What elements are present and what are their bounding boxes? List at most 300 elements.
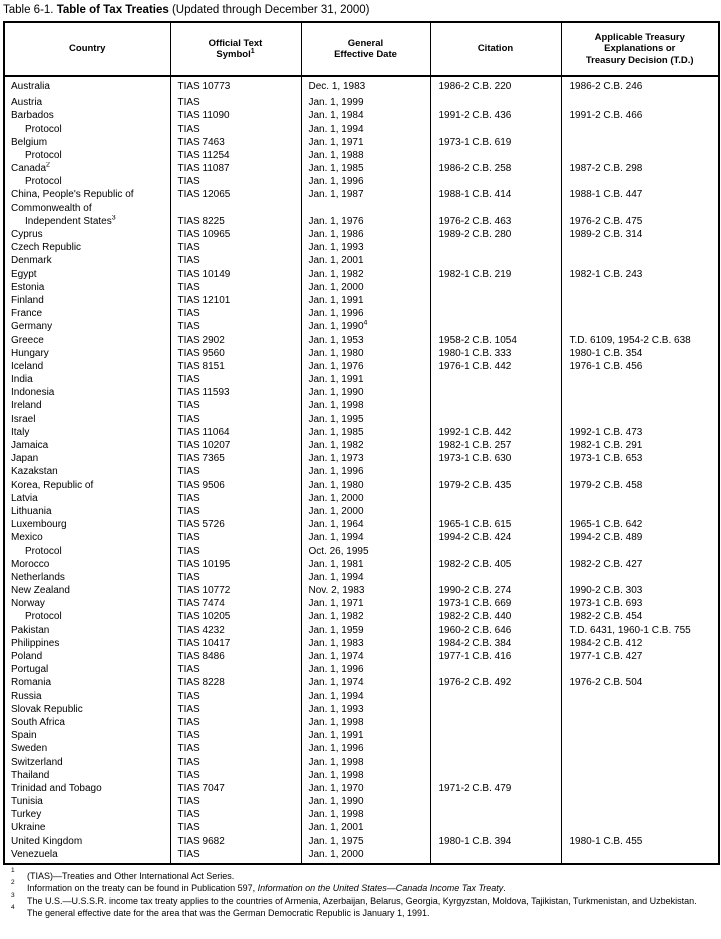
treasury-cell: T.D. 6109, 1954-2 C.B. 638 — [561, 334, 719, 347]
table-row — [4, 439, 719, 452]
date-cell: Jan. 1, 1953 — [301, 334, 430, 347]
title-suffix: (Updated through December 31, 2000) — [168, 4, 370, 16]
date-cell: Dec. 1, 1983 — [301, 76, 430, 96]
date-cell: Jan. 1, 1959 — [301, 624, 430, 637]
symbol-cell: TIAS — [170, 729, 301, 742]
country-cell: Barbados — [11, 110, 54, 122]
table-row — [4, 610, 719, 623]
country-cell: Austria — [11, 97, 43, 109]
country-cell: Germany — [11, 321, 53, 333]
symbol-cell: TIAS — [170, 492, 301, 505]
symbol-cell: TIAS — [170, 413, 301, 426]
citation-cell: 1982-1 C.B. 219 — [430, 268, 561, 281]
date-cell: Jan. 1, 1971 — [301, 136, 430, 149]
table-row — [4, 624, 719, 637]
country-cell: United Kingdom — [11, 835, 83, 847]
symbol-cell: TIAS 11254 — [170, 149, 301, 162]
date-cell: Jan. 1, 1982 — [301, 268, 430, 281]
citation-cell — [430, 320, 561, 333]
date-cell: Jan. 1, 1991 — [301, 294, 430, 307]
citation-cell: 1979-2 C.B. 435 — [430, 479, 561, 492]
country-cell: Morocco — [11, 558, 50, 570]
treasury-cell: 1990-2 C.B. 303 — [561, 584, 719, 597]
country-cell: Protocol — [25, 149, 62, 161]
treasury-cell — [561, 795, 719, 808]
treasury-cell — [561, 690, 719, 703]
country-cell: Commonwealth of — [11, 202, 92, 214]
date-cell: Jan. 1, 1998 — [301, 756, 430, 769]
tax-treaties-table — [3, 21, 720, 865]
symbol-cell: TIAS 11090 — [170, 109, 301, 122]
table-row — [4, 703, 719, 716]
symbol-cell: TIAS — [170, 545, 301, 558]
date-cell: Jan. 1, 1998 — [301, 716, 430, 729]
treasury-cell — [561, 281, 719, 294]
table-row — [4, 782, 719, 795]
table-header — [4, 22, 719, 76]
treasury-cell — [561, 413, 719, 426]
treasury-cell: 1980-1 C.B. 354 — [561, 347, 719, 360]
table-row — [4, 76, 719, 96]
symbol-cell: TIAS 8225 — [170, 215, 301, 228]
symbol-cell: TIAS 5726 — [170, 518, 301, 531]
table-row — [4, 835, 719, 848]
country-cell: Japan — [11, 453, 39, 465]
table-row — [4, 386, 719, 399]
date-cell: Jan. 1, 1995 — [301, 413, 430, 426]
table-row — [4, 808, 719, 821]
treasury-cell — [561, 294, 719, 307]
country-cell: Belgium — [11, 136, 48, 148]
date-cell: Nov. 2, 1983 — [301, 584, 430, 597]
table-row — [4, 479, 719, 492]
symbol-cell: TIAS 10149 — [170, 268, 301, 281]
citation-cell: 1980-1 C.B. 333 — [430, 347, 561, 360]
country-cell: Netherlands — [11, 571, 65, 583]
date-cell: Jan. 1, 1971 — [301, 597, 430, 610]
citation-cell — [430, 703, 561, 716]
table-row — [4, 518, 719, 531]
date-cell: Jan. 1, 1996 — [301, 465, 430, 478]
treasury-cell: 1987-2 C.B. 298 — [561, 162, 719, 175]
symbol-cell: TIAS 12065 — [170, 188, 301, 201]
treasury-cell: 1991-2 C.B. 466 — [561, 109, 719, 122]
country-cell: Luxembourg — [11, 519, 67, 531]
citation-cell: 1976-2 C.B. 463 — [430, 215, 561, 228]
treasury-cell: 1976-2 C.B. 504 — [561, 676, 719, 689]
symbol-cell: TIAS 8228 — [170, 676, 301, 689]
date-cell: Jan. 1, 2000 — [301, 281, 430, 294]
country-cell: Protocol — [25, 176, 62, 188]
footnote: 1 (TIAS)—Treaties and Other International Act Series. — [11, 867, 235, 882]
treasury-cell — [561, 399, 719, 412]
date-cell: Jan. 1, 1976 — [301, 360, 430, 373]
date-cell: Jan. 1, 1996 — [301, 307, 430, 320]
citation-cell: 1965-1 C.B. 615 — [430, 518, 561, 531]
footnote-text: Information on the treaty can be found in Publication 597, — [27, 883, 258, 894]
footnote: 2 Information on the treaty can be found in Publication 597, Information on the United States—Canada Income Tax Treaty. — [11, 879, 506, 894]
date-cell: Jan. 1, 1983 — [301, 637, 430, 650]
symbol-cell: TIAS — [170, 241, 301, 254]
footnote-text: Information on the United States—Canada Income Tax Treaty — [257, 883, 504, 894]
table-row — [4, 558, 719, 571]
date-cell: Jan. 1, 1970 — [301, 782, 430, 795]
date-cell: Jan. 1, 1982 — [301, 439, 430, 452]
country-cell: Iceland — [11, 360, 44, 372]
treasury-cell — [561, 808, 719, 821]
treasury-cell — [561, 703, 719, 716]
table-row — [4, 307, 719, 320]
date-cell: Jan. 1, 1980 — [301, 479, 430, 492]
country-cell: Mexico — [11, 532, 43, 544]
table-row — [4, 465, 719, 478]
table-row — [4, 175, 719, 188]
date-cell: Jan. 1, 1996 — [301, 175, 430, 188]
symbol-cell: TIAS 11087 — [170, 162, 301, 175]
country-cell: Indonesia — [11, 387, 55, 399]
symbol-cell: TIAS — [170, 769, 301, 782]
treasury-cell — [561, 254, 719, 267]
country-cell: Romania — [11, 677, 52, 689]
table-row — [4, 162, 719, 175]
treasury-cell — [561, 320, 719, 333]
citation-cell — [430, 492, 561, 505]
country-cell: Kazakstan — [11, 466, 58, 478]
citation-cell — [430, 175, 561, 188]
country-cell: Philippines — [11, 637, 60, 649]
country-cell: Slovak Republic — [11, 703, 83, 715]
citation-cell — [430, 769, 561, 782]
citation-cell — [430, 808, 561, 821]
column-header-citation: Citation — [430, 22, 561, 76]
treasury-cell: 1982-2 C.B. 427 — [561, 558, 719, 571]
citation-cell — [430, 742, 561, 755]
country-cell: Sweden — [11, 743, 48, 755]
symbol-cell: TIAS — [170, 848, 301, 864]
date-cell: Jan. 1, 2000 — [301, 848, 430, 864]
citation-cell: 1976-2 C.B. 492 — [430, 676, 561, 689]
table-row — [4, 202, 719, 215]
citation-cell: 1991-2 C.B. 436 — [430, 109, 561, 122]
symbol-cell: TIAS — [170, 808, 301, 821]
table-row — [4, 215, 719, 228]
table-row — [4, 149, 719, 162]
table-row — [4, 690, 719, 703]
treasury-cell: 1989-2 C.B. 314 — [561, 228, 719, 241]
table-row — [4, 663, 719, 676]
citation-cell — [430, 123, 561, 136]
symbol-cell: TIAS 9560 — [170, 347, 301, 360]
citation-cell — [430, 729, 561, 742]
table-row — [4, 294, 719, 307]
treasury-cell: 1976-1 C.B. 456 — [561, 360, 719, 373]
date-cell: Jan. 1, 1976 — [301, 215, 430, 228]
citation-cell — [430, 545, 561, 558]
treasury-cell — [561, 821, 719, 834]
table-row — [4, 254, 719, 267]
citation-cell: 1973-1 C.B. 630 — [430, 452, 561, 465]
country-cell: Venezuela — [11, 848, 58, 860]
date-cell: Jan. 1, 1984 — [301, 109, 430, 122]
table-row — [4, 109, 719, 122]
date-cell: Jan. 1, 2001 — [301, 821, 430, 834]
title-prefix: Table 6-1. — [3, 4, 57, 16]
footnote-text: . — [503, 883, 506, 894]
date-cell: Jan. 1, 1994 — [301, 123, 430, 136]
date-cell: Jan. 1, 1994 — [301, 531, 430, 544]
country-cell: Jamaica — [11, 440, 49, 452]
symbol-cell: TIAS — [170, 821, 301, 834]
country-cell: Turkey — [11, 809, 42, 821]
country-cell: France — [11, 308, 43, 320]
citation-cell: 1982-2 C.B. 440 — [430, 610, 561, 623]
symbol-cell: TIAS 10965 — [170, 228, 301, 241]
footnotes — [1, 867, 718, 920]
symbol-cell: TIAS 7365 — [170, 452, 301, 465]
citation-cell — [430, 96, 561, 109]
date-cell: Jan. 1, 1991 — [301, 729, 430, 742]
treasury-cell: 1986-2 C.B. 246 — [561, 76, 719, 96]
date-cell: Jan. 1, 1982 — [301, 610, 430, 623]
date-cell: Jan. 1, 1993 — [301, 241, 430, 254]
date-cell: Jan. 1, 1996 — [301, 742, 430, 755]
symbol-cell: TIAS 10207 — [170, 439, 301, 452]
citation-cell: 1982-1 C.B. 257 — [430, 439, 561, 452]
symbol-cell: TIAS — [170, 123, 301, 136]
citation-cell: 1973-1 C.B. 669 — [430, 597, 561, 610]
treasury-cell: 1965-1 C.B. 642 — [561, 518, 719, 531]
treasury-cell: 1992-1 C.B. 473 — [561, 426, 719, 439]
citation-cell: 1980-1 C.B. 394 — [430, 835, 561, 848]
treasury-cell — [561, 149, 719, 162]
column-header-treasury: Applicable Treasury Explanations or Treasury Decision (T.D.) — [561, 22, 719, 76]
date-cell — [301, 202, 430, 215]
country-cell: Latvia — [11, 492, 38, 504]
symbol-cell: TIAS — [170, 505, 301, 518]
date-cell: Jan. 1, 1986 — [301, 228, 430, 241]
country-cell: Czech Republic — [11, 242, 82, 254]
country-cell: Independent States$^3$ — [25, 214, 116, 227]
country-cell: Finland — [11, 294, 44, 306]
treasury-cell — [561, 782, 719, 795]
citation-cell: 1984-2 C.B. 384 — [430, 637, 561, 650]
symbol-cell: TIAS 4232 — [170, 624, 301, 637]
country-cell: Egypt — [11, 268, 37, 280]
country-cell: New Zealand — [11, 585, 70, 597]
table-row — [4, 228, 719, 241]
table-row — [4, 492, 719, 505]
treasury-cell — [561, 307, 719, 320]
citation-cell: 1971-2 C.B. 479 — [430, 782, 561, 795]
symbol-cell: TIAS — [170, 690, 301, 703]
table-row — [4, 637, 719, 650]
footnote-text: (TIAS)—Treaties and Other International Act Series. — [27, 871, 235, 882]
symbol-cell: TIAS — [170, 465, 301, 478]
symbol-cell: TIAS 10772 — [170, 584, 301, 597]
symbol-cell: TIAS — [170, 795, 301, 808]
date-cell: Jan. 1, 1998 — [301, 769, 430, 782]
symbol-cell: TIAS 7463 — [170, 136, 301, 149]
citation-cell — [430, 756, 561, 769]
symbol-cell: TIAS — [170, 716, 301, 729]
treasury-cell: 1977-1 C.B. 427 — [561, 650, 719, 663]
country-cell: Greece — [11, 334, 44, 346]
country-cell: Trinidad and Tobago — [11, 782, 102, 794]
footnote: 4 The general effective date for the area that was the German Democratic Republic is January 1, 1991. — [11, 904, 430, 919]
date-cell: Jan. 1, 1985 — [301, 162, 430, 175]
symbol-cell: TIAS — [170, 373, 301, 386]
country-cell: Russia — [11, 690, 42, 702]
table-row — [4, 347, 719, 360]
treasury-cell: 1994-2 C.B. 489 — [561, 531, 719, 544]
symbol-cell: TIAS 8151 — [170, 360, 301, 373]
page-title — [1, 2, 718, 21]
date-cell: Jan. 1, 1975 — [301, 835, 430, 848]
country-cell: Poland — [11, 651, 43, 663]
date-cell: Jan. 1, 1981 — [301, 558, 430, 571]
treasury-cell — [561, 96, 719, 109]
treasury-cell: 1982-1 C.B. 243 — [561, 268, 719, 281]
table-row — [4, 821, 719, 834]
symbol-cell: TIAS — [170, 742, 301, 755]
table-row — [4, 360, 719, 373]
table-row — [4, 136, 719, 149]
treasury-cell — [561, 492, 719, 505]
treasury-cell — [561, 742, 719, 755]
date-cell: Jan. 1, 1999 — [301, 96, 430, 109]
country-cell: Spain — [11, 730, 37, 742]
citation-cell — [430, 663, 561, 676]
table-row — [4, 399, 719, 412]
citation-cell: 1977-1 C.B. 416 — [430, 650, 561, 663]
symbol-cell: TIAS — [170, 571, 301, 584]
treasury-cell — [561, 545, 719, 558]
country-cell: India — [11, 374, 33, 386]
symbol-cell: TIAS — [170, 399, 301, 412]
footnote-text: The general effective date for the area that was the German Democratic Republic is January 1, 1991. — [27, 908, 430, 919]
table-row — [4, 426, 719, 439]
column-header-country: Country — [4, 22, 170, 76]
treasury-cell — [561, 663, 719, 676]
symbol-cell: TIAS — [170, 254, 301, 267]
country-cell: Pakistan — [11, 624, 50, 636]
citation-cell: 1976-1 C.B. 442 — [430, 360, 561, 373]
country-cell: Norway — [11, 598, 45, 610]
citation-cell — [430, 307, 561, 320]
country-cell: Cyprus — [11, 229, 43, 241]
table-row — [4, 729, 719, 742]
table-row — [4, 545, 719, 558]
treasury-cell: T.D. 6431, 1960-1 C.B. 755 — [561, 624, 719, 637]
table-row — [4, 334, 719, 347]
treasury-cell — [561, 123, 719, 136]
citation-cell: 1986-2 C.B. 258 — [430, 162, 561, 175]
country-cell: Israel — [11, 413, 36, 425]
country-cell: Italy — [11, 426, 30, 438]
table-row — [4, 320, 719, 333]
treasury-cell: 1980-1 C.B. 455 — [561, 835, 719, 848]
treasury-cell: 1976-2 C.B. 475 — [561, 215, 719, 228]
date-cell: Jan. 1, 1988 — [301, 149, 430, 162]
table-row — [4, 769, 719, 782]
table-row — [4, 597, 719, 610]
table-row — [4, 848, 719, 864]
citation-cell — [430, 571, 561, 584]
date-cell: Oct. 26, 1995 — [301, 545, 430, 558]
citation-cell — [430, 373, 561, 386]
date-cell: Jan. 1, 1990$^4$ — [301, 320, 430, 333]
country-cell: Switzerland — [11, 756, 63, 768]
date-cell: Jan. 1, 1990 — [301, 386, 430, 399]
date-cell: Jan. 1, 1990 — [301, 795, 430, 808]
citation-cell — [430, 254, 561, 267]
symbol-cell: TIAS 11593 — [170, 386, 301, 399]
table-row — [4, 571, 719, 584]
symbol-cell — [170, 202, 301, 215]
country-cell: Korea, Republic of — [11, 479, 94, 491]
table-row — [4, 241, 719, 254]
table-row — [4, 413, 719, 426]
column-header-symbol: Official Text Symbol$^1$ — [170, 22, 301, 76]
citation-cell — [430, 149, 561, 162]
date-cell: Jan. 1, 1974 — [301, 650, 430, 663]
symbol-cell: TIAS 12101 — [170, 294, 301, 307]
footnote: 3 The U.S.—U.S.S.R. income tax treaty applies to the countries of Armenia, Azerbaijan, Belarus, Georgia, Kyrgyzstan, Moldova, Tajikistan, Turkmenistan, and Uzbekistan. — [11, 891, 697, 906]
citation-cell: 1988-1 C.B. 414 — [430, 188, 561, 201]
country-cell: Canada$^2$ — [11, 162, 50, 175]
date-cell: Jan. 1, 1987 — [301, 188, 430, 201]
date-cell: Jan. 1, 2001 — [301, 254, 430, 267]
citation-cell — [430, 202, 561, 215]
table-row — [4, 505, 719, 518]
symbol-cell: TIAS 10417 — [170, 637, 301, 650]
citation-cell — [430, 281, 561, 294]
treasury-cell: 1982-2 C.B. 454 — [561, 610, 719, 623]
date-cell: Jan. 1, 1996 — [301, 663, 430, 676]
treasury-cell: 1973-1 C.B. 693 — [561, 597, 719, 610]
treasury-cell — [561, 175, 719, 188]
citation-cell: 1958-2 C.B. 1054 — [430, 334, 561, 347]
country-cell: Protocol — [25, 545, 62, 557]
country-cell: Australia — [11, 81, 50, 92]
symbol-cell: TIAS 8486 — [170, 650, 301, 663]
country-cell: South Africa — [11, 716, 65, 728]
date-cell: Jan. 1, 1994 — [301, 690, 430, 703]
footnote-text: The U.S.—U.S.S.R. income tax treaty applies to the countries of Armenia, Azerbaijan, Belarus, Georgia, Kyrgyzstan, Moldova, Tajikistan, Turkmenistan, and Uzbekistan. — [27, 895, 697, 906]
date-cell: Jan. 1, 1994 — [301, 571, 430, 584]
treasury-cell: 1973-1 C.B. 653 — [561, 452, 719, 465]
date-cell: Jan. 1, 1998 — [301, 399, 430, 412]
treasury-cell — [561, 465, 719, 478]
table-row — [4, 756, 719, 769]
table-row — [4, 96, 719, 109]
country-cell: China, People's Republic of — [11, 189, 134, 201]
table-row — [4, 268, 719, 281]
citation-cell — [430, 821, 561, 834]
citation-cell: 1994-2 C.B. 424 — [430, 531, 561, 544]
treasury-cell: 1988-1 C.B. 447 — [561, 188, 719, 201]
country-cell: Tunisia — [11, 796, 43, 808]
treasury-cell — [561, 202, 719, 215]
date-cell: Jan. 1, 1980 — [301, 347, 430, 360]
citation-cell: 1989-2 C.B. 280 — [430, 228, 561, 241]
country-cell: Hungary — [11, 347, 49, 359]
table-row — [4, 188, 719, 201]
citation-cell — [430, 795, 561, 808]
country-cell: Ireland — [11, 400, 42, 412]
country-cell: Estonia — [11, 281, 45, 293]
symbol-cell: TIAS — [170, 663, 301, 676]
